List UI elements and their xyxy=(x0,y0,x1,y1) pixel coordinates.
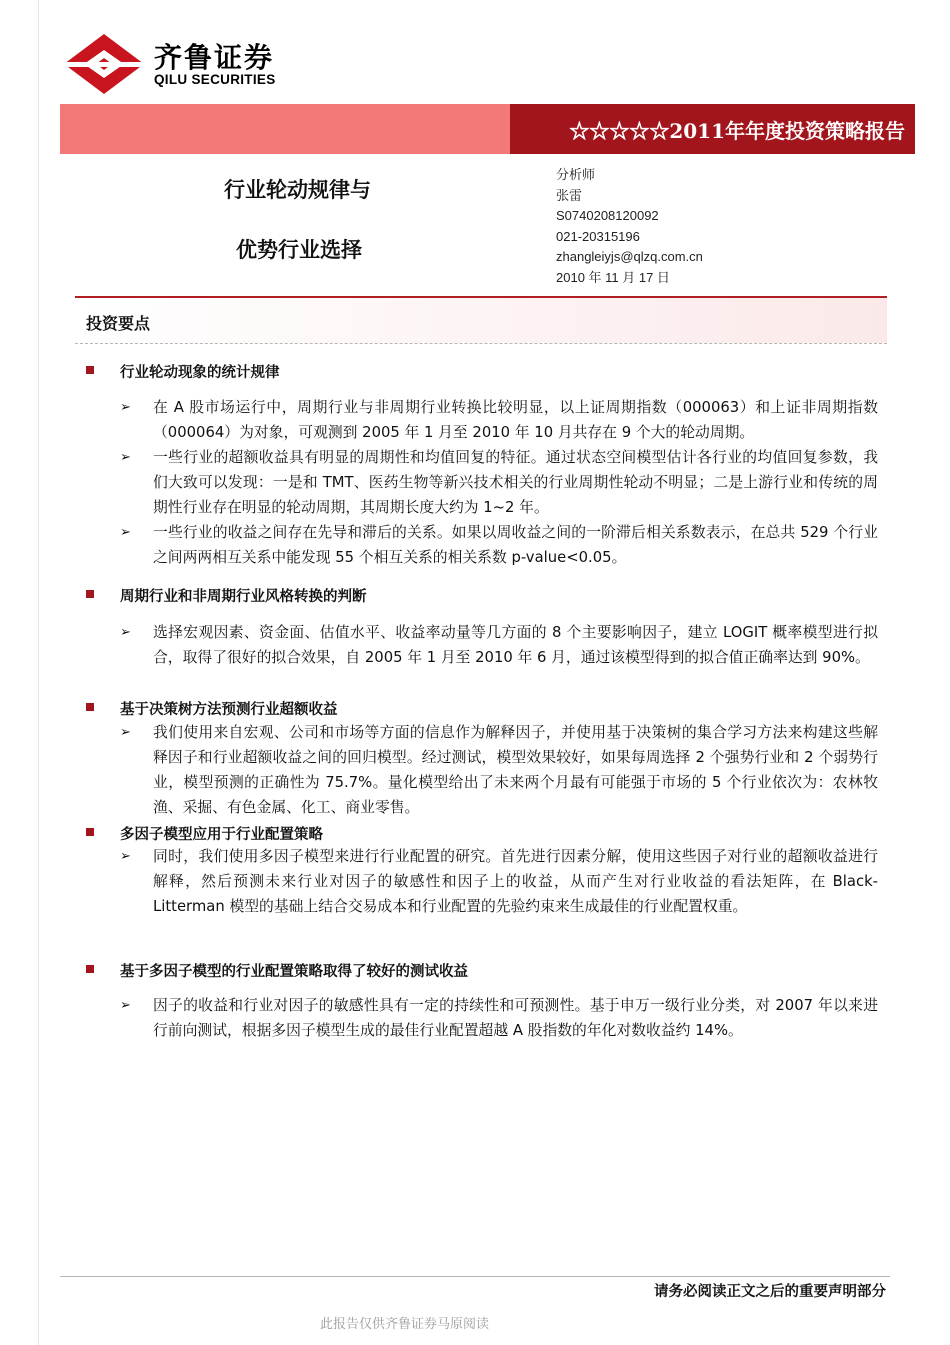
logo-chinese-name: 齐鲁证券 xyxy=(154,41,275,74)
footer-rule xyxy=(60,1276,890,1277)
arrow-bullet-icon: ➢ xyxy=(120,849,131,864)
banner-title: ☆☆☆☆☆2011年年度投资策略报告 xyxy=(569,119,905,143)
report-title-line-1: 行业轮动规律与 xyxy=(224,177,371,202)
analyst-name: 张雷 xyxy=(556,187,583,203)
qilu-logo-icon xyxy=(62,32,146,96)
arrow-bullet-icon: ➢ xyxy=(120,400,131,415)
analyst-role: 分析师 xyxy=(556,167,596,182)
arrow-bullet-icon: ➢ xyxy=(120,998,131,1013)
bullet-paragraph: 我们使用来自宏观、公司和市场等方面的信息作为解释因子，并使用基于决策树的集合学习方法来构建这些解释因子和行业超额收益之间的回归模型。经过测试，模型效果较好，如果每周选择 2 个强势行业和 2 个弱势行业，模型预测的正确性为 75.7%。量化模型给出了未来两个月最有可能强于市场的 5 个行业依次为：农林牧渔、采掘、有色金属、化工、商业零售。 xyxy=(153,724,878,816)
analyst-phone: 021-20315196 xyxy=(556,228,640,244)
key-points-title: 投资要点 xyxy=(86,314,151,333)
section-bullet-square-icon xyxy=(86,965,94,973)
disclaimer-note: 请务必阅读正文之后的重要声明部分 xyxy=(654,1283,886,1300)
section-bullet-square-icon xyxy=(86,703,94,711)
section-bullet-square-icon xyxy=(86,828,94,836)
banner-left-band xyxy=(60,104,510,154)
analyst-license: S0740208120092 xyxy=(556,208,659,224)
report-type-banner xyxy=(510,104,915,154)
arrow-bullet-icon: ➢ xyxy=(120,625,131,640)
company-logo xyxy=(62,32,312,100)
section-bullet-square-icon xyxy=(86,590,94,598)
analyst-email[interactable]: zhangleiyjs@qlzq.com.cn xyxy=(556,249,703,265)
section-heading: 行业轮动现象的统计规律 xyxy=(120,364,280,381)
section-heading: 基于决策树方法预测行业超额收益 xyxy=(120,701,338,718)
bullet-paragraph: 一些行业的超额收益具有明显的周期性和均值回复的特征。通过状态空间模型估计各行业的均值回复参数，我们大致可以发现：一是和 TMT、医药生物等新兴技术相关的行业周期性轮动不明显；二是上游行业和传统的周期性行业存在明显的轮动周期，其周期长度大约为 1~2 年。 xyxy=(153,449,878,516)
section-heading: 周期行业和非周期行业风格转换的判断 xyxy=(120,588,367,605)
report-date: 2010 年 11 月 17 日 xyxy=(556,269,670,285)
bullet-paragraph: 在 A 股市场运行中，周期行业与非周期行业转换比较明显，以上证周期指数（000063）和上证非周期指数（000064）为对象，可观测到 2005 年 1 月至 2010 年 10 月共存在 9 个大的轮动周期。 xyxy=(153,399,878,441)
key-points-header xyxy=(75,298,887,343)
logo-english-name: QILU SECURITIES xyxy=(154,72,276,87)
section-dashed-rule xyxy=(75,343,887,344)
arrow-bullet-icon: ➢ xyxy=(120,450,131,465)
bullet-paragraph: 同时，我们使用多因子模型来进行行业配置的研究。首先进行因素分解，使用这些因子对行业的超额收益进行解释，然后预测未来行业对因子的敏感性和因子上的收益，从而产生对行业收益的看法矩阵，在 Black-Litterman 模型的基础上结合交易成本和行业配置的先验约束来生成最佳的行业配置权重。 xyxy=(153,848,878,915)
arrow-bullet-icon: ➢ xyxy=(120,725,131,740)
section-heading: 基于多因子模型的行业配置策略取得了较好的测试收益 xyxy=(120,963,468,980)
section-bullet-square-icon xyxy=(86,366,94,374)
bullet-paragraph: 因子的收益和行业对因子的敏感性具有一定的持续性和可预测性。基于申万一级行业分类，对 2007 年以来进行前向测试，根据多因子模型生成的最佳行业配置超越 A 股指数的年化对数收益约 14%。 xyxy=(153,997,878,1039)
analyst-info xyxy=(556,165,703,289)
bullet-paragraph: 一些行业的收益之间存在先导和滞后的关系。如果以周收益之间的一阶滞后相关系数表示，在总共 529 个行业之间两两相互关系中能发现 55 个相互关系的相关系数 p-value<0.05。 xyxy=(153,524,878,566)
report-title-line-2: 优势行业选择 xyxy=(236,237,362,262)
section-heading: 多因子模型应用于行业配置策略 xyxy=(120,826,323,843)
page-edge-line xyxy=(38,0,39,1345)
bullet-paragraph: 选择宏观因素、资金面、估值水平、收益率动量等几方面的 8 个主要影响因子，建立 LOGIT 概率模型进行拟合，取得了很好的拟合效果，自 2005 年 1 月至 2010 年 6 月，通过该模型得到的拟合值正确率达到 90%。 xyxy=(153,624,878,666)
arrow-bullet-icon: ➢ xyxy=(120,525,131,540)
reader-watermark: 此报告仅供齐鲁证券马原阅读 xyxy=(320,1317,490,1332)
